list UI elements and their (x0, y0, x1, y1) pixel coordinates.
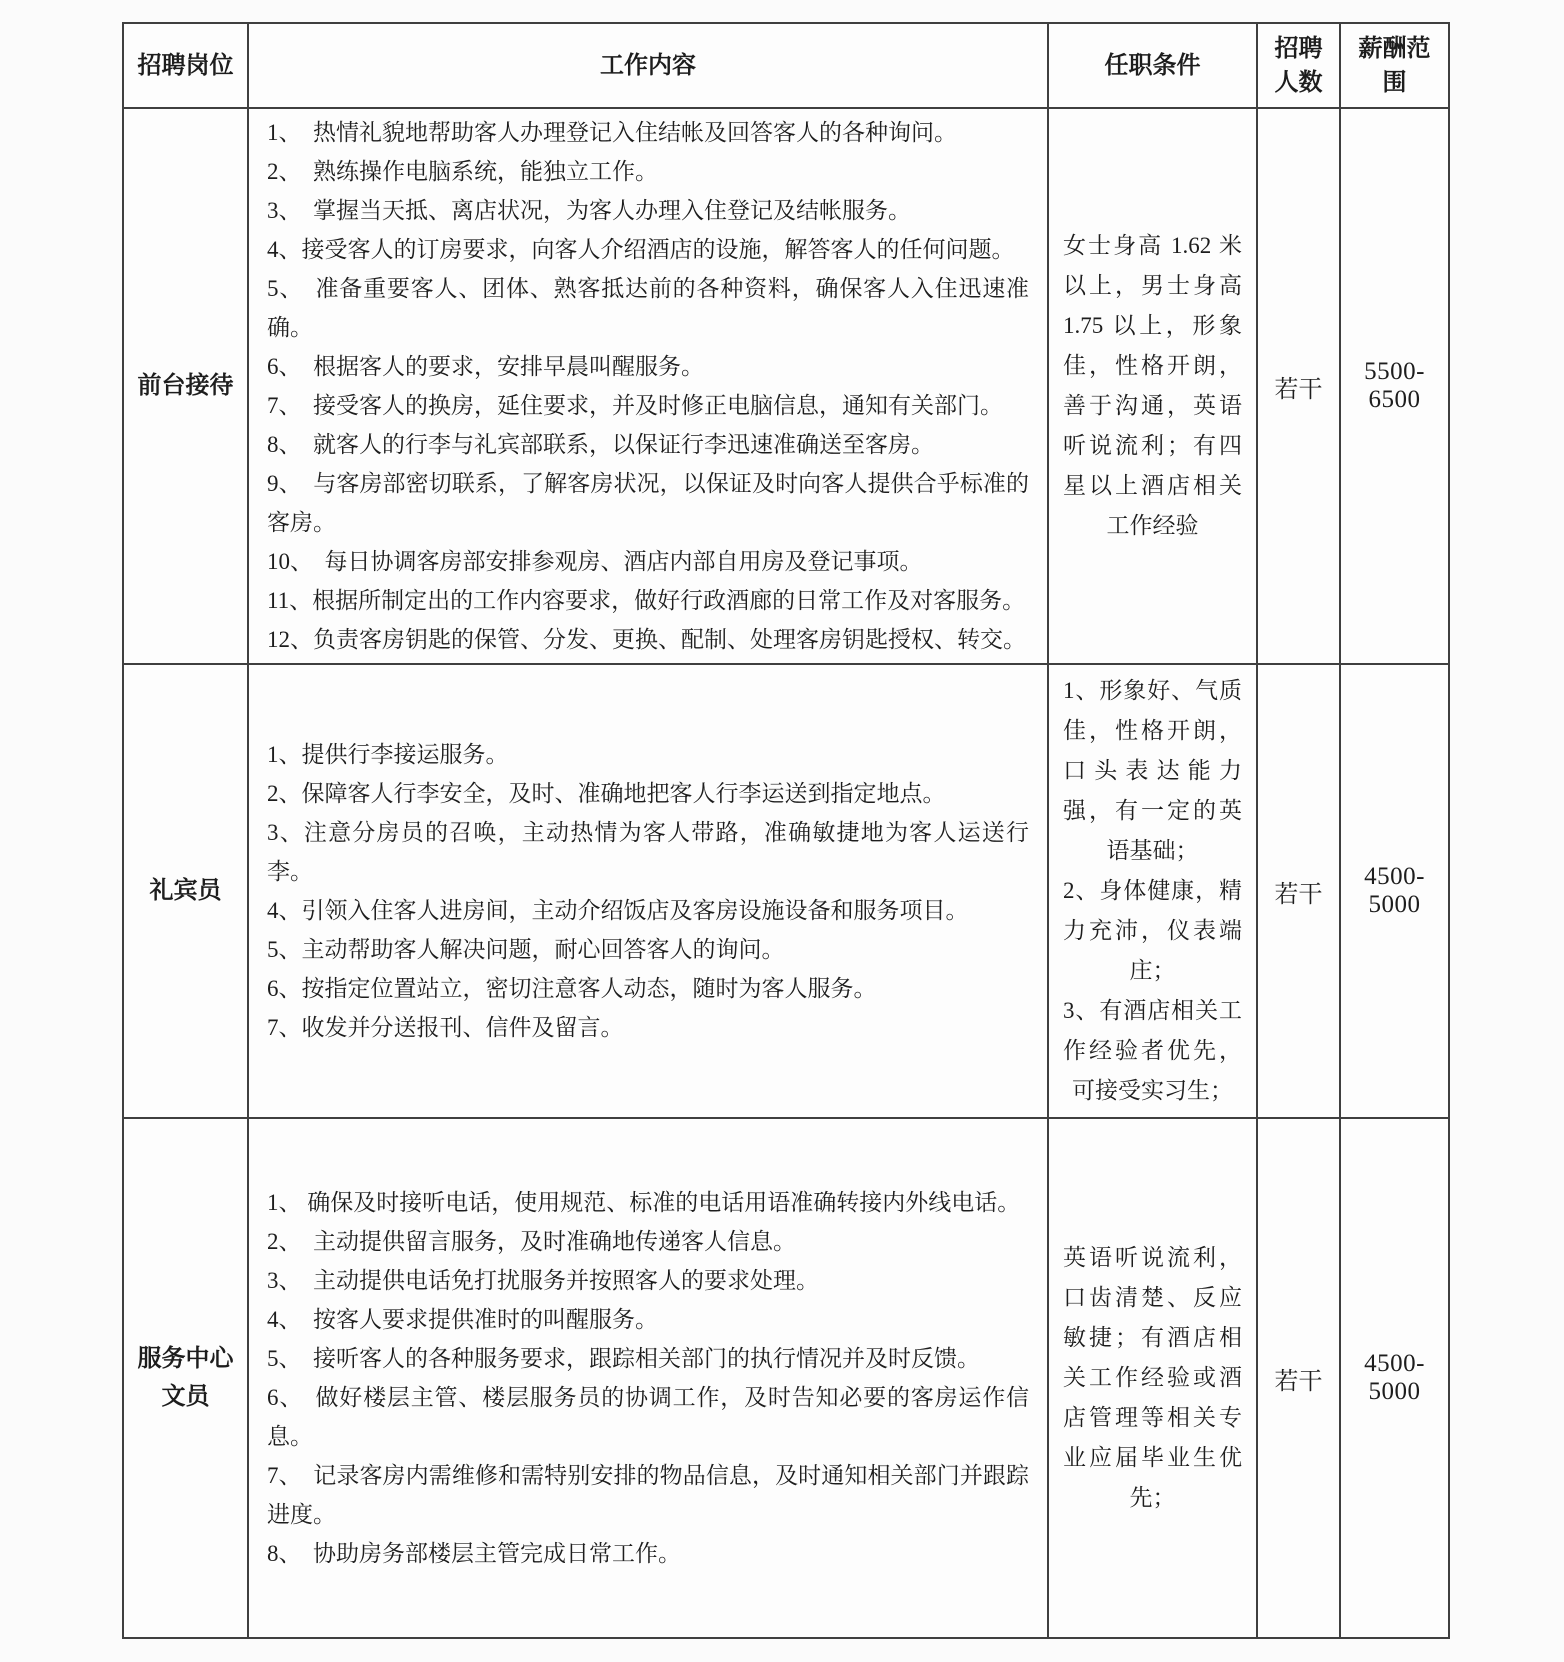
duty-item: 8、 协助房务部楼层主管完成日常工作。 (267, 1541, 681, 1566)
duty-item: 5、 准备重要客人、团体、熟客抵达前的各种资料，确保客人入住迅速准确。 (267, 276, 1029, 340)
requirements-cell (1048, 664, 1257, 1118)
header-position: 招聘岗位 (123, 23, 248, 108)
duty-item: 7、收发并分送报刊、信件及留言。 (267, 1015, 624, 1040)
job-row-concierge (123, 664, 1449, 1118)
job-row-service-center-clerk (123, 1118, 1449, 1638)
duties-cell (248, 108, 1048, 664)
duty-item: 9、 与客房部密切联系，了解客房状况，以保证及时向客人提供合乎标准的客房。 (267, 471, 1029, 535)
requirement-paragraph: 3、有酒店相关工作经验者优先，可接受实习生； (1063, 998, 1242, 1103)
duty-item: 3、 掌握当天抵、离店状况，为客人办理入住登记及结帐服务。 (267, 198, 911, 223)
duty-item: 3、注意分房员的召唤，主动热情为客人带路，准确敏捷地为客人运送行李。 (267, 820, 1029, 884)
header-duties: 工作内容 (248, 23, 1048, 108)
duty-item: 4、 按客人要求提供准时的叫醒服务。 (267, 1307, 658, 1332)
duties-list (267, 1183, 1029, 1573)
duty-item: 8、 就客人的行李与礼宾部联系，以保证行李迅速准确送至客房。 (267, 432, 934, 457)
duties-cell (248, 1118, 1048, 1638)
duty-item: 4、引领入住客人进房间，主动介绍饭店及客房设施设备和服务项目。 (267, 898, 969, 923)
duty-item: 4、接受客人的订房要求，向客人介绍酒店的设施，解答客人的任何问题。 (267, 237, 1015, 262)
salary-cell: 4500-5000 (1340, 1118, 1449, 1638)
duty-item: 7、 记录客房内需维修和需特别安排的物品信息，及时通知相关部门并跟踪进度。 (267, 1463, 1029, 1527)
duty-item: 3、 主动提供电话免打扰服务并按照客人的要求处理。 (267, 1268, 819, 1293)
position-cell: 礼宾员 (123, 664, 248, 1118)
header-salary: 薪酬范围 (1340, 23, 1449, 108)
duty-item: 10、 每日协调客房部安排参观房、酒店内部自用房及登记事项。 (267, 549, 923, 574)
duty-item: 6、 做好楼层主管、楼层服务员的协调工作，及时告知必要的客房运作信息。 (267, 1385, 1029, 1449)
requirement-paragraph: 1、形象好、气质佳，性格开朗，口头表达能力强，有一定的英语基础； (1063, 678, 1242, 863)
duty-item: 6、 根据客人的要求，安排早晨叫醒服务。 (267, 354, 704, 379)
requirements-list (1063, 226, 1242, 546)
salary-cell: 4500-5000 (1340, 664, 1449, 1118)
requirement-paragraph: 英语听说流利，口齿清楚、反应敏捷；有酒店相关工作经验或酒店管理等相关专业应届毕业生优先； (1063, 1245, 1242, 1510)
duties-list (267, 735, 1029, 1047)
header-row (123, 23, 1449, 108)
job-row-front-desk (123, 108, 1449, 664)
header-headcount: 招聘人数 (1257, 23, 1340, 108)
duty-item: 5、主动帮助客人解决问题，耐心回答客人的询问。 (267, 937, 785, 962)
duty-item: 1、 确保及时接听电话，使用规范、标准的电话用语准确转接内外线电话。 (267, 1190, 1021, 1215)
duties-cell (248, 664, 1048, 1118)
requirements-list (1063, 671, 1242, 1111)
duty-item: 2、 主动提供留言服务，及时准确地传递客人信息。 (267, 1229, 796, 1254)
headcount-cell: 若干 (1257, 1118, 1340, 1638)
duty-item: 1、提供行李接运服务。 (267, 742, 509, 767)
headcount-cell: 若干 (1257, 664, 1340, 1118)
requirements-list (1063, 1238, 1242, 1518)
recruitment-table (122, 22, 1450, 1639)
position-cell: 服务中心文员 (123, 1118, 248, 1638)
duty-item: 12、负责客房钥匙的保管、分发、更换、配制、处理客房钥匙授权、转交。 (267, 627, 1026, 652)
duty-item: 1、 热情礼貌地帮助客人办理登记入住结帐及回答客人的各种询问。 (267, 120, 957, 145)
duty-item: 2、 熟练操作电脑系统，能独立工作。 (267, 159, 658, 184)
salary-cell: 5500-6500 (1340, 108, 1449, 664)
duty-item: 11、根据所制定出的工作内容要求，做好行政酒廊的日常工作及对客服务。 (267, 588, 1026, 613)
duties-list (267, 113, 1029, 659)
headcount-cell: 若干 (1257, 108, 1340, 664)
duty-item: 7、 接受客人的换房，延住要求，并及时修正电脑信息，通知有关部门。 (267, 393, 1003, 418)
duty-item: 6、按指定位置站立，密切注意客人动态，随时为客人服务。 (267, 976, 877, 1001)
duty-item: 5、 接听客人的各种服务要求，跟踪相关部门的执行情况并及时反馈。 (267, 1346, 980, 1371)
requirements-cell (1048, 108, 1257, 664)
requirement-paragraph: 2、身体健康，精力充沛，仪表端庄； (1063, 878, 1242, 983)
duty-item: 2、保障客人行李安全，及时、准确地把客人行李运送到指定地点。 (267, 781, 946, 806)
header-requirements: 任职条件 (1048, 23, 1257, 108)
requirement-paragraph: 女士身高 1.62 米以上，男士身高 1.75 以上，形象佳，性格开朗，善于沟通，英语听说流利；有四星以上酒店相关工作经验 (1063, 233, 1242, 538)
requirements-cell (1048, 1118, 1257, 1638)
position-cell: 前台接待 (123, 108, 248, 664)
